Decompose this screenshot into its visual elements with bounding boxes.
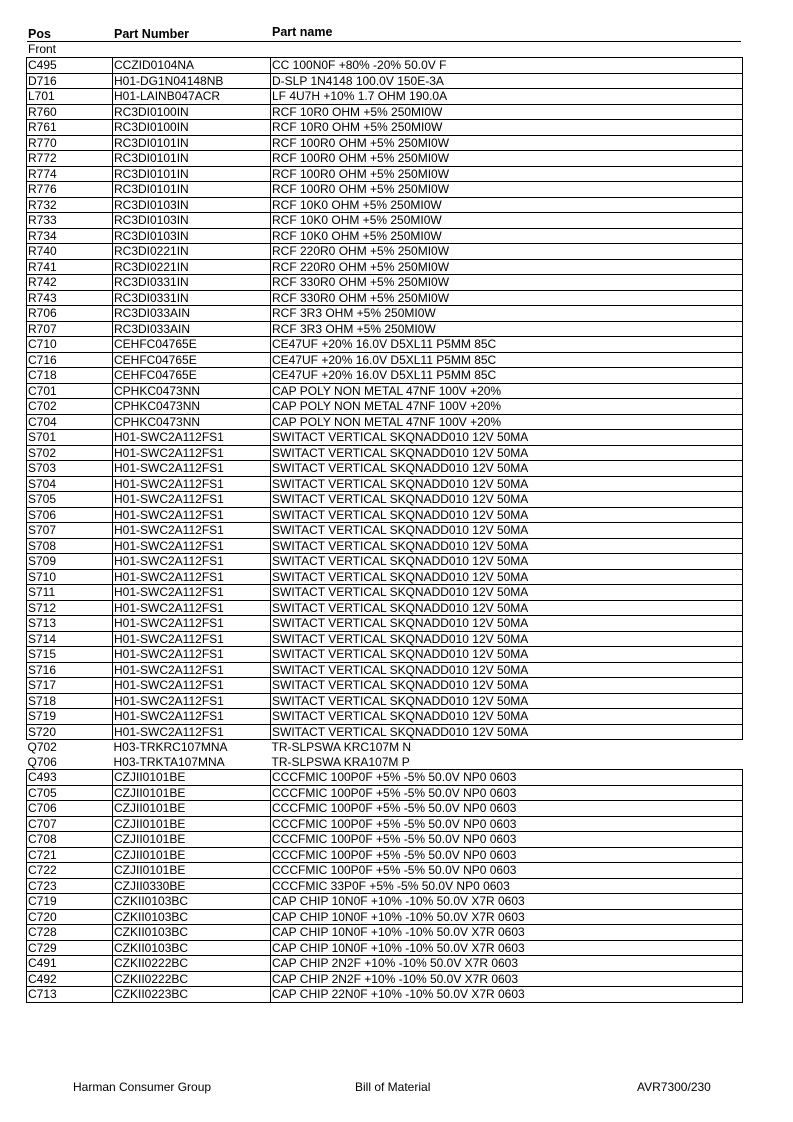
cell-part-number: CZJII0330BE [113, 878, 271, 894]
cell-pos: R743 [27, 290, 113, 306]
table-row [27, 847, 743, 863]
cell-part-number: CZKII0103BC [113, 909, 271, 925]
table-row [27, 507, 743, 523]
table-row [27, 770, 743, 786]
cell-part-number: CEHFC04765E [113, 368, 271, 384]
cell-part-name: CCCFMIC 100P0F +5% -5% 50.0V NP0 0603 [271, 863, 743, 879]
cell-part-name: RCF 100R0 OHM +5% 250MI0W [271, 151, 743, 167]
cell-part-name: SWITACT VERTICAL SKQNADD010 12V 50MA [271, 523, 743, 539]
cell-part-number: CPHKC0473NN [113, 399, 271, 415]
table-row [27, 724, 743, 740]
cell-part-name: SWITACT VERTICAL SKQNADD010 12V 50MA [271, 554, 743, 570]
table-row [27, 182, 743, 198]
cell-pos: C729 [27, 940, 113, 956]
table-row [27, 662, 743, 678]
cell-part-name: SWITACT VERTICAL SKQNADD010 12V 50MA [271, 507, 743, 523]
table-row [27, 971, 743, 987]
table-row [27, 228, 743, 244]
cell-part-name: RCF 330R0 OHM +5% 250MI0W [271, 290, 743, 306]
cell-part-number: CZJII0101BE [113, 801, 271, 817]
cell-part-number: CZKII0103BC [113, 894, 271, 910]
cell-pos: C706 [27, 801, 113, 817]
cell-part-name: SWITACT VERTICAL SKQNADD010 12V 50MA [271, 585, 743, 601]
cell-part-number: H01-DG1N04148NB [113, 73, 271, 89]
cell-part-name: CCCFMIC 100P0F +5% -5% 50.0V NP0 0603 [271, 832, 743, 848]
cell-part-name: RCF 100R0 OHM +5% 250MI0W [271, 182, 743, 198]
cell-part-number: H01-SWC2A112FS1 [113, 693, 271, 709]
cell-part-name: CAP POLY NON METAL 47NF 100V +20% [271, 383, 743, 399]
cell-part-number: RC3DI0331IN [113, 275, 271, 291]
cell-part-number: RC3DI0101IN [113, 151, 271, 167]
cell-part-number: H01-SWC2A112FS1 [113, 724, 271, 740]
table-row [27, 321, 743, 337]
cell-pos: S706 [27, 507, 113, 523]
table-row [27, 740, 743, 755]
cell-pos: S716 [27, 662, 113, 678]
cell-part-name: SWITACT VERTICAL SKQNADD010 12V 50MA [271, 538, 743, 554]
cell-pos: L701 [27, 89, 113, 105]
cell-part-number: H01-SWC2A112FS1 [113, 569, 271, 585]
cell-pos: C716 [27, 352, 113, 368]
table-row [27, 492, 743, 508]
footer-model: AVR7300/230 [637, 1080, 711, 1094]
cell-part-name: CAP POLY NON METAL 47NF 100V +20% [271, 399, 743, 415]
cell-part-name: CAP CHIP 10N0F +10% -10% 50.0V X7R 0603 [271, 909, 743, 925]
cell-part-number: CZKII0222BC [113, 971, 271, 987]
table-row [27, 445, 743, 461]
cell-part-number: CZJII0101BE [113, 785, 271, 801]
cell-part-number: CZKII0223BC [113, 987, 271, 1003]
cell-part-number: H01-SWC2A112FS1 [113, 600, 271, 616]
cell-part-name: SWITACT VERTICAL SKQNADD010 12V 50MA [271, 631, 743, 647]
cell-part-number: RC3DI0103IN [113, 213, 271, 229]
cell-part-number: CZJII0101BE [113, 770, 271, 786]
cell-pos: C718 [27, 368, 113, 384]
cell-part-number: RC3DI0103IN [113, 197, 271, 213]
cell-part-name: CAP CHIP 10N0F +10% -10% 50.0V X7R 0603 [271, 894, 743, 910]
table-row [27, 104, 743, 120]
table-row [27, 894, 743, 910]
cell-part-number: H01-SWC2A112FS1 [113, 523, 271, 539]
table-row [27, 693, 743, 709]
table-row [27, 785, 743, 801]
cell-pos: C708 [27, 832, 113, 848]
table-row [27, 709, 743, 725]
table-row [27, 523, 743, 539]
cell-part-number: H01-SWC2A112FS1 [113, 554, 271, 570]
cell-part-number: RC3DI0100IN [113, 120, 271, 136]
cell-part-number: H01-SWC2A112FS1 [113, 538, 271, 554]
cell-part-number: RC3DI0101IN [113, 135, 271, 151]
cell-part-name: CC 100N0F +80% -20% 50.0V F [271, 58, 743, 74]
cell-part-number: H01-SWC2A112FS1 [113, 585, 271, 601]
cell-pos: C704 [27, 414, 113, 430]
cell-part-name: RCF 100R0 OHM +5% 250MI0W [271, 135, 743, 151]
cell-pos: R776 [27, 182, 113, 198]
cell-pos: R734 [27, 228, 113, 244]
table-row [27, 89, 743, 105]
cell-pos: S703 [27, 461, 113, 477]
cell-part-name: SWITACT VERTICAL SKQNADD010 12V 50MA [271, 724, 743, 740]
footer-document-title: Bill of Material [355, 1080, 431, 1094]
cell-part-name: CCCFMIC 100P0F +5% -5% 50.0V NP0 0603 [271, 785, 743, 801]
table-row [27, 816, 743, 832]
table-row [27, 135, 743, 151]
cell-pos: C495 [27, 58, 113, 74]
cell-part-name: RCF 10R0 OHM +5% 250MI0W [271, 120, 743, 136]
cell-part-name: RCF 10R0 OHM +5% 250MI0W [271, 104, 743, 120]
cell-part-name: RCF 220R0 OHM +5% 250MI0W [271, 244, 743, 260]
table-row [27, 476, 743, 492]
cell-part-number: RC3DI033AIN [113, 306, 271, 322]
cell-pos: C701 [27, 383, 113, 399]
cell-part-name: RCF 10K0 OHM +5% 250MI0W [271, 213, 743, 229]
cell-part-number: RC3DI033AIN [113, 321, 271, 337]
cell-part-name: SWITACT VERTICAL SKQNADD010 12V 50MA [271, 461, 743, 477]
cell-part-name: CAP CHIP 10N0F +10% -10% 50.0V X7R 0603 [271, 925, 743, 941]
cell-part-number: CZJII0101BE [113, 847, 271, 863]
table-row [27, 940, 743, 956]
cell-part-number: H01-SWC2A112FS1 [113, 678, 271, 694]
cell-part-name: CCCFMIC 100P0F +5% -5% 50.0V NP0 0603 [271, 770, 743, 786]
cell-pos: S719 [27, 709, 113, 725]
column-header-part-number: Part Number [114, 27, 190, 41]
cell-pos: S713 [27, 616, 113, 632]
cell-part-number: RC3DI0101IN [113, 182, 271, 198]
cell-pos: R733 [27, 213, 113, 229]
table-row [27, 554, 743, 570]
cell-pos: S702 [27, 445, 113, 461]
cell-pos: S705 [27, 492, 113, 508]
table-row [27, 925, 743, 941]
cell-pos: C723 [27, 878, 113, 894]
cell-part-number: RC3DI0221IN [113, 259, 271, 275]
table-row [27, 120, 743, 136]
cell-part-number: H01-SWC2A112FS1 [113, 662, 271, 678]
cell-pos: R770 [27, 135, 113, 151]
cell-part-number: H01-SWC2A112FS1 [113, 709, 271, 725]
cell-part-name: CCCFMIC 100P0F +5% -5% 50.0V NP0 0603 [271, 801, 743, 817]
cell-part-number: CCZID0104NA [113, 58, 271, 74]
table-row [27, 259, 743, 275]
table-row [27, 244, 743, 260]
cell-pos: C721 [27, 847, 113, 863]
cell-pos: C722 [27, 863, 113, 879]
cell-pos: S708 [27, 538, 113, 554]
cell-part-name: RCF 10K0 OHM +5% 250MI0W [271, 197, 743, 213]
cell-part-name: CCCFMIC 33P0F +5% -5% 50.0V NP0 0603 [271, 878, 743, 894]
cell-part-number: CZKII0103BC [113, 925, 271, 941]
cell-pos: S707 [27, 523, 113, 539]
cell-pos: Q702 [27, 740, 57, 755]
cell-pos: R740 [27, 244, 113, 260]
table-row [27, 569, 743, 585]
cell-pos: S720 [27, 724, 113, 740]
cell-part-name: RCF 3R3 OHM +5% 250MI0W [271, 321, 743, 337]
cell-pos: S711 [27, 585, 113, 601]
table-row [27, 430, 743, 446]
cell-part-number: H01-SWC2A112FS1 [113, 430, 271, 446]
cell-pos: R774 [27, 166, 113, 182]
section-label: Front [28, 42, 57, 56]
cell-pos: R706 [27, 306, 113, 322]
cell-part-name: SWITACT VERTICAL SKQNADD010 12V 50MA [271, 445, 743, 461]
cell-part-number: RC3DI0221IN [113, 244, 271, 260]
table-row [27, 585, 743, 601]
column-header-pos: Pos [28, 27, 51, 41]
cell-part-number: H01-SWC2A112FS1 [113, 616, 271, 632]
cell-part-number: CZJII0101BE [113, 863, 271, 879]
cell-part-name: SWITACT VERTICAL SKQNADD010 12V 50MA [271, 678, 743, 694]
cell-pos: S718 [27, 693, 113, 709]
cell-pos: C728 [27, 925, 113, 941]
cell-pos: C719 [27, 894, 113, 910]
cell-pos: C702 [27, 399, 113, 415]
table-row [27, 616, 743, 632]
cell-part-number: CZJII0101BE [113, 832, 271, 848]
cell-part-name: SWITACT VERTICAL SKQNADD010 12V 50MA [271, 600, 743, 616]
cell-part-number: H01-SWC2A112FS1 [113, 445, 271, 461]
cell-pos: C713 [27, 987, 113, 1003]
cell-part-name: RCF 330R0 OHM +5% 250MI0W [271, 275, 743, 291]
cell-part-name: CAP CHIP 2N2F +10% -10% 50.0V X7R 0603 [271, 956, 743, 972]
cell-pos: S714 [27, 631, 113, 647]
cell-part-name: CAP CHIP 2N2F +10% -10% 50.0V X7R 0603 [271, 971, 743, 987]
cell-pos: R732 [27, 197, 113, 213]
cell-pos: R741 [27, 259, 113, 275]
table-row [27, 290, 743, 306]
table-row [27, 58, 743, 74]
cell-part-name: SWITACT VERTICAL SKQNADD010 12V 50MA [271, 492, 743, 508]
table-row [27, 755, 743, 770]
cell-part-name: SWITACT VERTICAL SKQNADD010 12V 50MA [271, 616, 743, 632]
cell-part-name: RCF 10K0 OHM +5% 250MI0W [271, 228, 743, 244]
cell-part-name: CCCFMIC 100P0F +5% -5% 50.0V NP0 0603 [271, 816, 743, 832]
cell-pos: R760 [27, 104, 113, 120]
cell-pos: R772 [27, 151, 113, 167]
cell-part-name: CAP CHIP 22N0F +10% -10% 50.0V X7R 0603 [271, 987, 743, 1003]
cell-part-name: CAP POLY NON METAL 47NF 100V +20% [271, 414, 743, 430]
table-row [27, 352, 743, 368]
cell-part-number: RC3DI0100IN [113, 104, 271, 120]
cell-part-name: SWITACT VERTICAL SKQNADD010 12V 50MA [271, 430, 743, 446]
table-row [27, 678, 743, 694]
cell-pos: C492 [27, 971, 113, 987]
table-row [27, 631, 743, 647]
cell-part-number: H01-SWC2A112FS1 [113, 476, 271, 492]
cell-pos: Q706 [27, 754, 57, 769]
cell-part-name: CE47UF +20% 16.0V D5XL11 P5MM 85C [271, 368, 743, 384]
cell-part-number: H03-TRKTA107MNA [113, 754, 225, 769]
cell-part-number: H01-SWC2A112FS1 [113, 507, 271, 523]
table-row [27, 383, 743, 399]
cell-pos: S709 [27, 554, 113, 570]
cell-part-name: TR-SLPSWA KRC107M N [271, 740, 412, 755]
cell-part-number: H01-SWC2A112FS1 [113, 631, 271, 647]
cell-part-number: H01-LAINB047ACR [113, 89, 271, 105]
cell-part-name: RCF 100R0 OHM +5% 250MI0W [271, 166, 743, 182]
cell-part-name: CE47UF +20% 16.0V D5XL11 P5MM 85C [271, 337, 743, 353]
cell-part-name: SWITACT VERTICAL SKQNADD010 12V 50MA [271, 569, 743, 585]
cell-pos: C493 [27, 770, 113, 786]
table-row [27, 213, 743, 229]
table-row [27, 863, 743, 879]
column-header-part-name: Part name [272, 25, 333, 39]
cell-pos: C707 [27, 816, 113, 832]
cell-pos: C710 [27, 337, 113, 353]
cell-part-number: RC3DI0103IN [113, 228, 271, 244]
cell-pos: R707 [27, 321, 113, 337]
table-header [27, 24, 741, 42]
cell-part-name: LF 4U7H +10% 1.7 OHM 190.0A [271, 89, 743, 105]
table-row [27, 151, 743, 167]
table-row [27, 600, 743, 616]
cell-pos: C720 [27, 909, 113, 925]
table-row [27, 399, 743, 415]
cell-part-number: CZJII0101BE [113, 816, 271, 832]
bom-table [26, 57, 743, 1003]
table-row [27, 538, 743, 554]
cell-part-number: CEHFC04765E [113, 337, 271, 353]
cell-part-number: CEHFC04765E [113, 352, 271, 368]
table-row [27, 909, 743, 925]
table-row [27, 956, 743, 972]
cell-part-name: D-SLP 1N4148 100.0V 150E-3A [271, 73, 743, 89]
cell-pos: S712 [27, 600, 113, 616]
table-row [27, 275, 743, 291]
cell-part-number: H01-SWC2A112FS1 [113, 461, 271, 477]
cell-part-number: H01-SWC2A112FS1 [113, 647, 271, 663]
cell-part-name: CE47UF +20% 16.0V D5XL11 P5MM 85C [271, 352, 743, 368]
table-row [27, 414, 743, 430]
bom-table-body [27, 58, 743, 1003]
cell-part-name: CAP CHIP 10N0F +10% -10% 50.0V X7R 0603 [271, 940, 743, 956]
cell-pos: C705 [27, 785, 113, 801]
footer-company: Harman Consumer Group [73, 1080, 212, 1094]
cell-part-number: H01-SWC2A112FS1 [113, 492, 271, 508]
cell-pos: C491 [27, 956, 113, 972]
cell-part-name: SWITACT VERTICAL SKQNADD010 12V 50MA [271, 709, 743, 725]
cell-part-name: SWITACT VERTICAL SKQNADD010 12V 50MA [271, 693, 743, 709]
table-row [27, 337, 743, 353]
cell-part-number: H03-TRKRC107MNA [113, 740, 228, 755]
table-row [27, 461, 743, 477]
cell-part-number: CPHKC0473NN [113, 383, 271, 399]
cell-part-number: RC3DI0101IN [113, 166, 271, 182]
cell-pos: S717 [27, 678, 113, 694]
cell-part-name: SWITACT VERTICAL SKQNADD010 12V 50MA [271, 476, 743, 492]
cell-part-number: CZKII0222BC [113, 956, 271, 972]
cell-part-name: SWITACT VERTICAL SKQNADD010 12V 50MA [271, 647, 743, 663]
cell-part-name: RCF 3R3 OHM +5% 250MI0W [271, 306, 743, 322]
table-row [27, 878, 743, 894]
cell-part-name: TR-SLPSWA KRA107M P [271, 754, 410, 769]
cell-part-name: RCF 220R0 OHM +5% 250MI0W [271, 259, 743, 275]
cell-pos: R742 [27, 275, 113, 291]
cell-pos: S704 [27, 476, 113, 492]
cell-pos: R761 [27, 120, 113, 136]
cell-pos: D716 [27, 73, 113, 89]
cell-pos: S710 [27, 569, 113, 585]
table-row [27, 987, 743, 1003]
table-row [27, 166, 743, 182]
cell-part-name: SWITACT VERTICAL SKQNADD010 12V 50MA [271, 662, 743, 678]
table-row [27, 306, 743, 322]
table-row [27, 73, 743, 89]
table-row [27, 647, 743, 663]
cell-pos: S701 [27, 430, 113, 446]
table-row [27, 197, 743, 213]
table-row [27, 801, 743, 817]
cell-part-number: CZKII0103BC [113, 940, 271, 956]
table-row [27, 368, 743, 384]
cell-part-number: CPHKC0473NN [113, 414, 271, 430]
cell-pos: S715 [27, 647, 113, 663]
cell-part-name: CCCFMIC 100P0F +5% -5% 50.0V NP0 0603 [271, 847, 743, 863]
cell-part-number: RC3DI0331IN [113, 290, 271, 306]
table-row [27, 832, 743, 848]
